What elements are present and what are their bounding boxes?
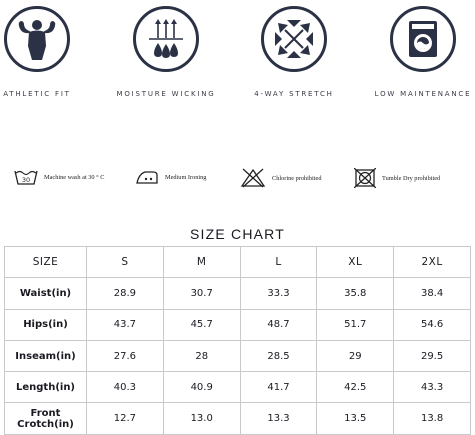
table-cell: 12.7: [87, 403, 164, 434]
table-row: [5, 309, 471, 340]
table-header-row: [5, 247, 471, 278]
column-header: M: [163, 247, 240, 278]
row-label: Length(in): [5, 372, 87, 403]
feature-4-way-stretch: [235, 6, 353, 98]
care-no-tumble-dry: [354, 168, 440, 188]
table-cell: 13.0: [163, 403, 240, 434]
table-cell: 54.6: [394, 309, 471, 340]
size-chart-title: SIZE CHART: [190, 226, 285, 242]
table-cell: 43.3: [394, 372, 471, 403]
table-cell: 41.7: [240, 372, 317, 403]
table-cell: 51.7: [317, 309, 394, 340]
feature-label: MOISTURE WICKING: [116, 90, 216, 98]
table-cell: 48.7: [240, 309, 317, 340]
table-cell: 45.7: [163, 309, 240, 340]
care-medium-ironing: [135, 168, 206, 186]
table-cell: 28.5: [240, 340, 317, 371]
table-row: [5, 372, 471, 403]
column-header: SIZE: [5, 247, 87, 278]
care-no-bleach: [240, 168, 322, 188]
care-label: Tumble Dry prohibited: [382, 174, 441, 182]
table-cell: 29.5: [394, 340, 471, 371]
table-cell: 13.3: [240, 403, 317, 434]
column-header: XL: [317, 247, 394, 278]
table-cell: 13.5: [317, 403, 394, 434]
care-label: Chlorine prohibited: [272, 174, 322, 182]
table-cell: 28.9: [87, 278, 164, 309]
table-cell: 27.6: [87, 340, 164, 371]
row-label: Waist(in): [5, 278, 87, 309]
water-drops-icon: [133, 6, 199, 72]
table-cell: 35.8: [317, 278, 394, 309]
feature-label: 4-WAY STRETCH: [254, 90, 334, 98]
table-cell: 28: [163, 340, 240, 371]
stretch-arrows-icon: [261, 6, 327, 72]
no-bleach-icon: [240, 168, 266, 188]
iron-medium-icon: [135, 168, 159, 186]
care-label: Medium Ironing: [165, 173, 207, 181]
row-label: Front Crotch(in): [5, 403, 87, 434]
table-cell: 42.5: [317, 372, 394, 403]
wash-30-icon: [14, 168, 38, 186]
column-header: L: [240, 247, 317, 278]
column-header: 2XL: [394, 247, 471, 278]
table-cell: 38.4: [394, 278, 471, 309]
column-header: S: [87, 247, 164, 278]
table-cell: 29: [317, 340, 394, 371]
size-chart-table: [4, 246, 471, 435]
row-label: Inseam(in): [5, 340, 87, 371]
table-row: [5, 340, 471, 371]
feature-label: ATHLETIC FIT: [3, 90, 71, 98]
row-label: Hips(in): [5, 309, 87, 340]
table-cell: 40.9: [163, 372, 240, 403]
wash-temperature: 30: [21, 176, 31, 184]
no-tumble-dry-icon: [354, 168, 376, 188]
table-row: [5, 403, 471, 434]
feature-athletic-fit: [0, 6, 96, 98]
athlete-icon: [4, 6, 70, 72]
table-cell: 30.7: [163, 278, 240, 309]
care-machine-wash: [14, 168, 104, 186]
table-cell: 40.3: [87, 372, 164, 403]
washing-machine-icon: [390, 6, 456, 72]
table-cell: 43.7: [87, 309, 164, 340]
feature-moisture-wicking: [107, 6, 225, 98]
feature-low-maintenance: [364, 6, 475, 98]
table-row: [5, 278, 471, 309]
table-cell: 33.3: [240, 278, 317, 309]
table-cell: 13.8: [394, 403, 471, 434]
feature-label: LOW MAINTENANCE: [374, 90, 472, 98]
care-label: Machine wash at 30 ° C: [44, 173, 105, 181]
